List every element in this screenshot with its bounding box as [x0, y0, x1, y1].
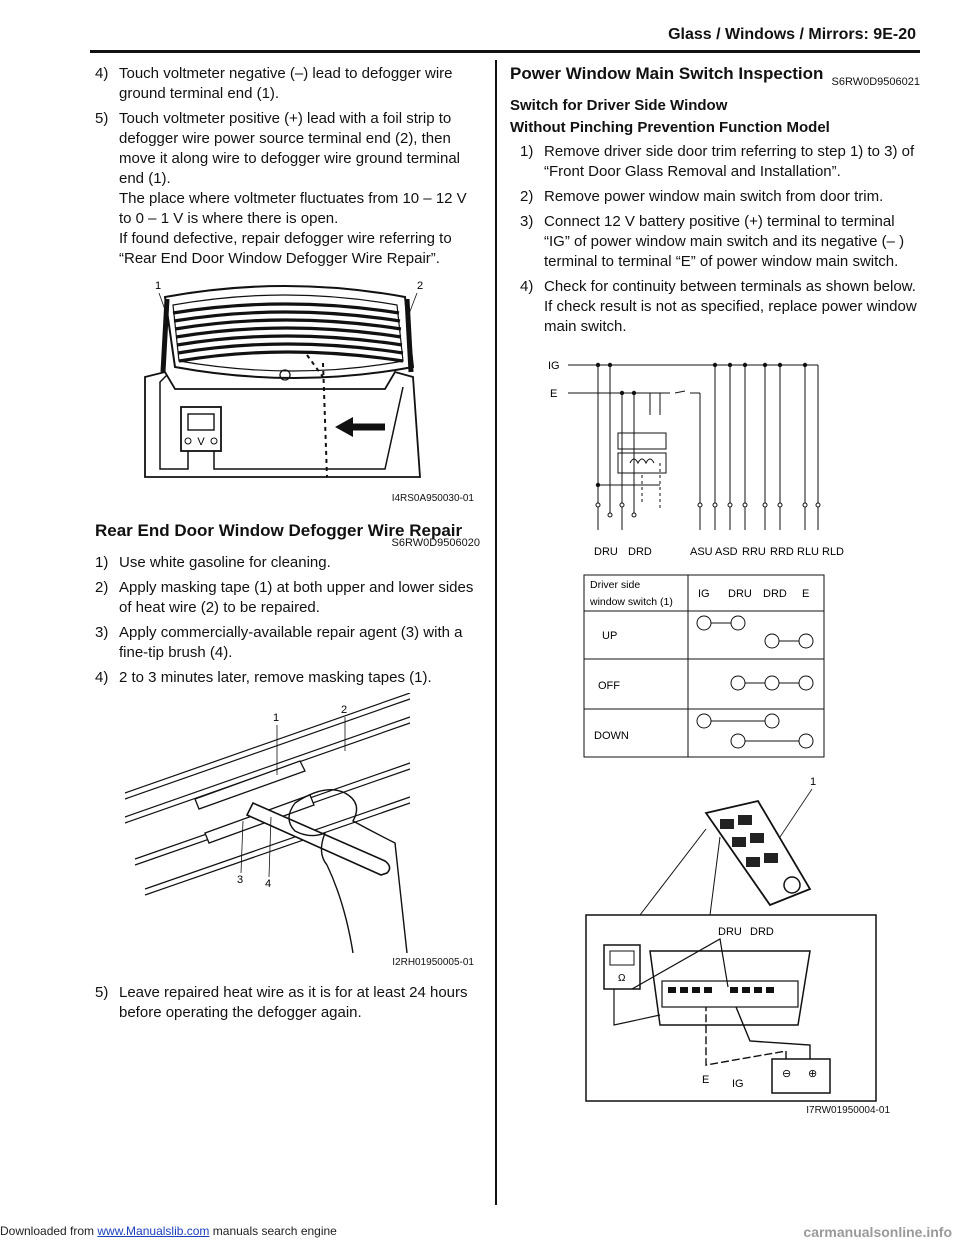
step-text: Remove driver side door trim referring to step 1) to 3) of “Front Door Glass Removal and Installation”.: [544, 143, 915, 180]
step-5-left: [95, 109, 480, 269]
tester-label-ig: IG: [732, 1078, 744, 1090]
section-heading: Power Window Main Switch Inspection: [510, 64, 824, 83]
switch-step-1: [520, 142, 920, 182]
circuit-label-asd: ASD: [715, 546, 738, 558]
circuit-label-rld: RLD: [822, 546, 845, 558]
step-text: Apply commercially-available repair agent (3) with a fine-tip brush (4).: [119, 624, 463, 661]
defogger-diagram: [95, 277, 480, 509]
tester-label-drd: DRD: [750, 926, 774, 938]
switch-tester-diagram: [510, 765, 920, 1105]
subheading-model: Without Pinching Prevention Function Model: [510, 119, 830, 136]
circuit-e-label: E: [550, 388, 558, 400]
switch-circuit-diagram: [510, 355, 920, 567]
callout-1: 1: [810, 776, 817, 788]
repair-diagram: [95, 693, 480, 963]
circuit-label-dru: DRU: [594, 546, 618, 558]
figure-code: I4RS0A950030-01: [391, 493, 474, 504]
callout-1: 1: [273, 712, 280, 724]
right-column: [510, 64, 920, 1125]
step-number: 1): [520, 143, 534, 160]
switch-step-2: [520, 187, 920, 207]
section-title-defogger-repair: [95, 521, 480, 549]
section-heading: Rear End Door Window Defogger Wire Repair: [95, 521, 463, 540]
circuit-label-asu: ASU: [690, 546, 713, 558]
figure-switch-circuit: [510, 355, 920, 567]
callout-3: 3: [237, 874, 244, 886]
repair-step-3: [95, 623, 480, 663]
switch-step-3: [520, 212, 920, 272]
svg-text:⊖: ⊖: [782, 1068, 792, 1080]
manualslib-link[interactable]: www.Manualslib.com: [97, 1224, 210, 1238]
step-text: Use white gasoline for cleaning.: [119, 554, 331, 571]
section-code: S6RW0D9506020: [391, 537, 480, 549]
circuit-label-rru: RRU: [742, 546, 766, 558]
step-number: 3): [520, 213, 534, 230]
footer-prefix: Downloaded from: [0, 1224, 98, 1238]
step-number: 2): [520, 188, 534, 205]
circuit-label-rlu: RLU: [797, 546, 820, 558]
step-text: Leave repaired heat wire as it is for at least 24 hours before operating the defogger again.: [119, 984, 468, 1021]
tester-label-dru: DRU: [718, 926, 742, 938]
table-row-off: OFF: [598, 680, 620, 692]
continuity-table: [510, 573, 920, 761]
subheading-driver-window: Switch for Driver Side Window: [510, 97, 728, 114]
step-number: 5): [95, 110, 109, 127]
table-header-line2: window switch (1): [590, 596, 673, 608]
figure-code: I2RH01950005-01: [392, 957, 474, 968]
step-text: The place where voltmeter fluctuates from 10 – 12 V to 0 – 1 V is where there is open.: [119, 190, 467, 227]
repair-step-5: [95, 983, 480, 1023]
footer-suffix: manuals search engine: [209, 1224, 337, 1238]
step-text: Check for continuity between terminals as shown below.: [544, 278, 916, 295]
figure-defogger-voltmeter: [95, 277, 480, 509]
page-header: [90, 24, 920, 53]
circuit-label-rrd: RRD: [770, 546, 794, 558]
ohm-symbol: Ω: [618, 973, 626, 984]
figure-code: I7RW01950004-01: [806, 1105, 890, 1116]
left-column: [95, 64, 480, 1028]
step-number: 4): [95, 669, 109, 686]
step-text: If check result is not as specified, replace power window main switch.: [544, 298, 917, 335]
step-text: Apply masking tape (1) at both upper and lower sides of heat wire (2) to be repaired.: [119, 579, 474, 616]
figure-switch-tester: [510, 765, 920, 1125]
meter-v-label: V: [197, 436, 205, 448]
table-header-line1: Driver side: [590, 579, 641, 591]
repair-step-1: [95, 553, 480, 573]
table-row-up: UP: [602, 630, 618, 642]
step-number: 4): [95, 65, 109, 82]
step-text: If found defective, repair defogger wire referring to “Rear End Door Window Defogger Wire Repair”.: [119, 230, 452, 267]
step-text: Connect 12 V battery positive (+) terminal to terminal “IG” of power window main switch and its negative (– ) terminal to terminal “E” of power window main switch.: [544, 213, 905, 270]
table-col-e: E: [802, 588, 810, 600]
step-text: Touch voltmeter negative (–) lead to defogger wire ground terminal end (1).: [119, 65, 453, 102]
repair-step-2: [95, 578, 480, 618]
table-col-ig: IG: [698, 588, 710, 600]
step-text: Remove power window main switch from door trim.: [544, 188, 884, 205]
column-divider: [495, 60, 497, 1205]
repair-step-4: [95, 668, 480, 688]
page-title: Glass / Windows / Mirrors: 9E-20: [668, 26, 916, 43]
step-text: 2 to 3 minutes later, remove masking tapes (1).: [119, 669, 432, 686]
step-number: 4): [520, 278, 534, 295]
footer-watermark: carmanualsonline.info: [803, 1224, 952, 1240]
step-text: Touch voltmeter positive (+) lead with a foil strip to defogger wire power source terminal end (2), then move it along wire to defogger wire ground terminal end (1).: [119, 110, 461, 187]
callout-1: 1: [155, 280, 162, 292]
table-col-dru: DRU: [728, 588, 752, 600]
footer: [0, 1224, 337, 1238]
step-number: 3): [95, 624, 109, 641]
figure-repair-brush: [95, 693, 480, 973]
step-number: 2): [95, 579, 109, 596]
callout-4: 4: [265, 878, 272, 890]
section-code: S6RW0D9506021: [831, 76, 920, 88]
table-col-drd: DRD: [763, 588, 787, 600]
callout-2: 2: [417, 280, 424, 292]
step-number: 1): [95, 554, 109, 571]
switch-step-4: [520, 277, 920, 337]
circuit-label-drd: DRD: [628, 546, 652, 558]
tester-label-e: E: [702, 1074, 710, 1086]
step-4-left: [95, 64, 480, 104]
step-number: 5): [95, 984, 109, 1001]
table-row-down: DOWN: [594, 730, 629, 742]
section-title-main-switch: [510, 64, 920, 86]
circuit-ig-label: IG: [548, 360, 560, 372]
continuity-table-diagram: [510, 573, 920, 761]
callout-2: 2: [341, 704, 348, 716]
svg-text:⊕: ⊕: [808, 1068, 818, 1080]
